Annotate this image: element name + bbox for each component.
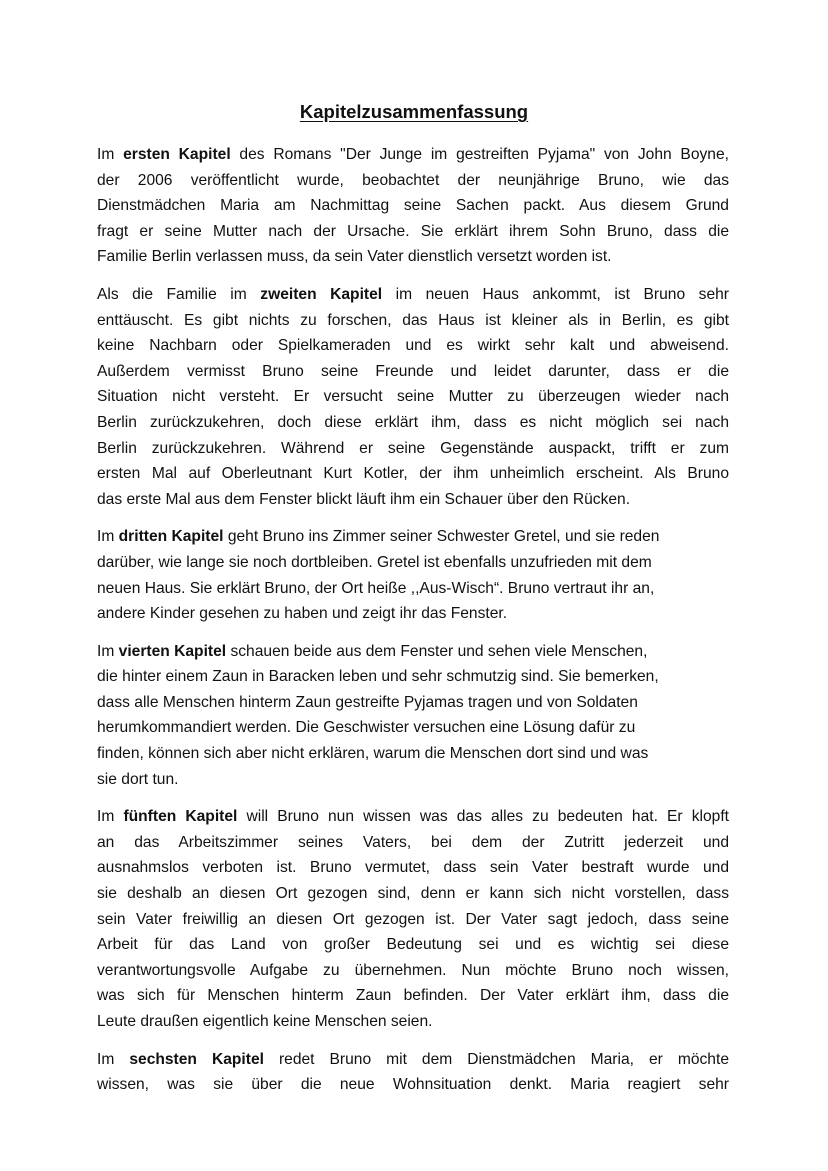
chapter-paragraph xyxy=(97,639,729,793)
text-line: Berlin zurückzukehren, doch diese erklärt ihm, dass es nicht möglich sei nach xyxy=(97,413,729,431)
text-line xyxy=(97,1047,729,1073)
text-line: Familie Berlin verlassen muss, da sein Vater dienstlich versetzt worden ist. xyxy=(97,248,612,266)
text-line: der 2006 veröffentlicht wurde, beobachtet der neunjährige Bruno, wie das xyxy=(97,171,729,189)
text-line: was sich für Menschen hinterm Zaun befinden. Der Vater erklärt ihm, dass die xyxy=(97,987,729,1005)
text-line xyxy=(97,142,729,168)
text-line: die hinter einem Zaun in Baracken leben und sehr schmutzig sind. Sie bemerken, xyxy=(97,668,659,686)
text-line: darüber, wie lange sie noch dortbleiben. Gretel ist ebenfalls unzufrieden mit dem xyxy=(97,553,652,571)
chapter-label: ersten Kapitel xyxy=(123,146,231,163)
text-line: verantwortungsvolle Aufgabe zu übernehmen. Nun möchte Bruno noch wissen, xyxy=(97,961,729,979)
chapter-paragraph xyxy=(97,1047,729,1098)
text-line: ersten Mal auf Oberleutnant Kurt Kotler, der ihm unheimlich erscheint. Als Bruno xyxy=(97,465,729,483)
text-line: ausnahmslos verboten ist. Bruno vermutet, dass sein Vater bestraft wurde und xyxy=(97,859,729,877)
document-body xyxy=(97,142,729,1110)
text-span: im neuen Haus ankommt, ist Bruno sehr xyxy=(382,285,729,303)
text-line: Leute draußen eigentlich keine Menschen seien. xyxy=(97,1013,433,1030)
text-line xyxy=(97,524,729,550)
text-line: Situation nicht versteht. Er versucht seine Mutter zu überzeugen wieder nach xyxy=(97,388,729,406)
text-line: neuen Haus. Sie erklärt Bruno, der Ort heiße ,,Aus-Wisch“. Bruno vertraut ihr an, xyxy=(97,579,655,597)
text-span: redet Bruno mit dem Dienstmädchen Maria, er möchte xyxy=(263,1050,729,1068)
chapter-label: dritten Kapitel xyxy=(118,528,224,546)
text-span: Im xyxy=(97,642,119,660)
text-span: Im xyxy=(97,528,119,546)
text-line: keine Nachbarn oder Spielkameraden und es wirkt sehr kalt und abweisend. xyxy=(97,337,729,355)
chapter-paragraph xyxy=(97,804,729,1034)
text-span: schauen beide aus dem Fenster und sehen viele Menschen, xyxy=(226,642,648,660)
text-line: fragt er seine Mutter nach der Ursache. Sie erklärt ihrem Sohn Bruno, dass die xyxy=(97,222,729,240)
text-line xyxy=(97,282,729,308)
text-line: Dienstmädchen Maria am Nachmittag seine Sachen packt. Aus diesem Grund xyxy=(97,197,729,215)
text-line: andere Kinder gesehen zu haben und zeigt ihr das Fenster. xyxy=(97,605,508,623)
chapter-paragraph xyxy=(97,142,729,270)
document-title: Kapitelzusammenfassung xyxy=(299,101,529,122)
text-line: enttäuscht. Es gibt nichts zu forschen, das Haus ist kleiner als in Berlin, es gibt xyxy=(97,311,729,329)
text-line: sie dort tun. xyxy=(97,770,179,788)
chapter-label: fünften Kapitel xyxy=(123,808,238,826)
text-line: an das Arbeitszimmer seines Vaters, bei dem der Zutritt jederzeit und xyxy=(97,833,729,851)
text-span: des Romans "Der Junge im gestreiften Pyjama" von John Boyne, xyxy=(230,146,729,163)
text-span: will Bruno nun wissen was das alles zu bedeuten hat. Er klopft xyxy=(237,808,729,826)
text-line: sie deshalb an diesen Ort gezogen sind, denn er kann sich nicht vorstellen, dass xyxy=(97,885,729,903)
text-line xyxy=(97,639,729,665)
text-span: Im xyxy=(97,1050,130,1068)
text-line: das erste Mal aus dem Fenster blickt läuft ihm ein Schauer über den Rücken. xyxy=(97,490,631,508)
text-line xyxy=(97,804,729,830)
text-span: Im xyxy=(97,808,124,826)
text-line: wissen, was sie über die neue Wohnsituation denkt. Maria reagiert sehr xyxy=(97,1076,729,1094)
chapter-label: vierten Kapitel xyxy=(118,642,227,660)
text-line: finden, können sich aber nicht erklären, warum die Menschen dort sind und was xyxy=(97,745,649,763)
text-span: geht Bruno ins Zimmer seiner Schwester Gretel, und sie reden xyxy=(223,528,660,546)
text-line: herumkommandiert werden. Die Geschwister versuchen eine Lösung dafür zu xyxy=(97,719,636,737)
text-line: sein Vater freiwillig an diesen Ort gezogen ist. Der Vater sagt jedoch, dass seine xyxy=(97,910,729,928)
chapter-paragraph xyxy=(97,282,729,512)
text-span: Als die Familie im xyxy=(97,285,261,303)
chapter-label: zweiten Kapitel xyxy=(260,285,383,303)
text-span: Im xyxy=(97,146,124,163)
text-line: Berlin zurückzukehren. Während er seine Gegenstände auspackt, trifft er zum xyxy=(97,439,729,457)
text-line: dass alle Menschen hinterm Zaun gestreifte Pyjamas tragen und von Soldaten xyxy=(97,693,638,711)
text-line: Außerdem vermisst Bruno seine Freunde und leidet darunter, dass er die xyxy=(97,362,729,380)
chapter-label: sechsten Kapitel xyxy=(129,1050,264,1068)
chapter-paragraph xyxy=(97,524,729,626)
text-line: Arbeit für das Land von großer Bedeutung sei und es wichtig sei diese xyxy=(97,936,729,954)
